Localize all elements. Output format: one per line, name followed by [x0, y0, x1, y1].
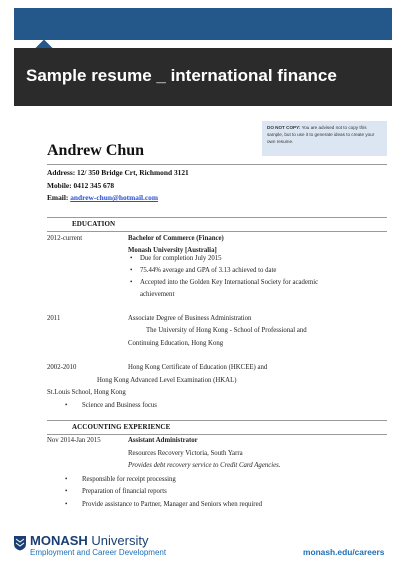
- edu3-date: 2002-2010: [47, 364, 77, 371]
- notice-label: DO NOT COPY:: [267, 125, 301, 130]
- education-heading: EDUCATION: [72, 220, 116, 228]
- edu2-date: 2011: [47, 315, 61, 322]
- exp-company: Resources Recovery Victoria, South Yarra: [128, 450, 243, 457]
- monash-wordmark: [30, 533, 148, 548]
- edu3-line-2: Hong Kong Advanced Level Examination (HKAL): [97, 377, 237, 384]
- bullet-icon: •: [65, 501, 68, 508]
- bullet-icon: •: [65, 402, 68, 409]
- bullet-icon: •: [130, 267, 133, 274]
- candidate-name: Andrew Chun: [47, 142, 145, 159]
- name-divider: [47, 164, 387, 165]
- edu1-date: 2012-current: [47, 235, 83, 242]
- exp-bullet-1: Responsible for receipt processing: [82, 476, 176, 483]
- exp-bullet-3: Provide assistance to Partner, Manager and Seniors when required: [82, 501, 262, 508]
- edu1-bullet-3-cont: achievement: [140, 291, 175, 298]
- edu1-bullet-3: Accepted into the Golden Key International Society for academic: [140, 279, 319, 286]
- address-line: Address: 12/ 350 Bridge Crt, Richmond 3121: [47, 168, 189, 177]
- monash-shield-icon: [13, 535, 27, 551]
- mobile-line: Mobile: 0412 345 678: [47, 181, 115, 190]
- edu3-line-1: Hong Kong Certificate of Education (HKCEE) and: [128, 364, 268, 371]
- experience-heading: ACCOUNTING EXPERIENCE: [72, 423, 171, 431]
- monash-subtitle: Employment and Career Development: [30, 548, 167, 557]
- exp-bullet-2: Preparation of financial reports: [82, 488, 167, 495]
- notice-text: You are advised not to copy this sample, but to use it to generate ideas to create your own resume.: [267, 125, 375, 144]
- bullet-icon: •: [130, 255, 133, 262]
- edu3-bullet: Science and Business focus: [82, 402, 157, 409]
- document-title: Sample resume _ international finance: [26, 66, 337, 85]
- education-top-rule: [47, 217, 387, 218]
- exp-date: Nov 2014-Jan 2015: [47, 437, 101, 444]
- email-line: [47, 193, 158, 202]
- edu2-line-3: Continuing Education, Hong Kong: [128, 340, 224, 347]
- exp-summary: Provides debt recovery service to Credit Card Agencies.: [128, 462, 281, 469]
- email-label: Email:: [47, 193, 71, 202]
- experience-bottom-rule: [47, 434, 387, 435]
- experience-top-rule: [47, 420, 387, 421]
- bullet-icon: •: [65, 488, 68, 495]
- edu1-school: Monash University [Australia]: [128, 247, 217, 254]
- edu1-degree: Bachelor of Commerce (Finance): [128, 235, 224, 242]
- bullet-icon: •: [130, 279, 133, 286]
- do-not-copy-notice: [262, 121, 387, 156]
- careers-url[interactable]: monash.edu/careers: [303, 547, 385, 557]
- title-banner: [14, 48, 392, 106]
- edu1-bullet-2: 75.44% average and GPA of 3.13 achieved to date: [140, 267, 277, 274]
- edu1-bullet-1: Due for completion July 2015: [140, 255, 222, 262]
- edu3-line-3: St.Louis School, Hong Kong: [47, 389, 126, 396]
- education-bottom-rule: [47, 231, 387, 232]
- monash-brand-suffix: University: [87, 533, 149, 548]
- edu2-line-1: Associate Degree of Business Administration: [128, 315, 252, 322]
- exp-role: Assistant Administrator: [128, 437, 198, 444]
- bullet-icon: •: [65, 476, 68, 483]
- email-link[interactable]: andrew-chun@hotmail.com: [70, 193, 159, 202]
- edu2-line-2: The University of Hong Kong - School of Professional and: [146, 327, 307, 334]
- monash-brand: MONASH: [30, 533, 88, 548]
- top-color-bar: [14, 8, 392, 40]
